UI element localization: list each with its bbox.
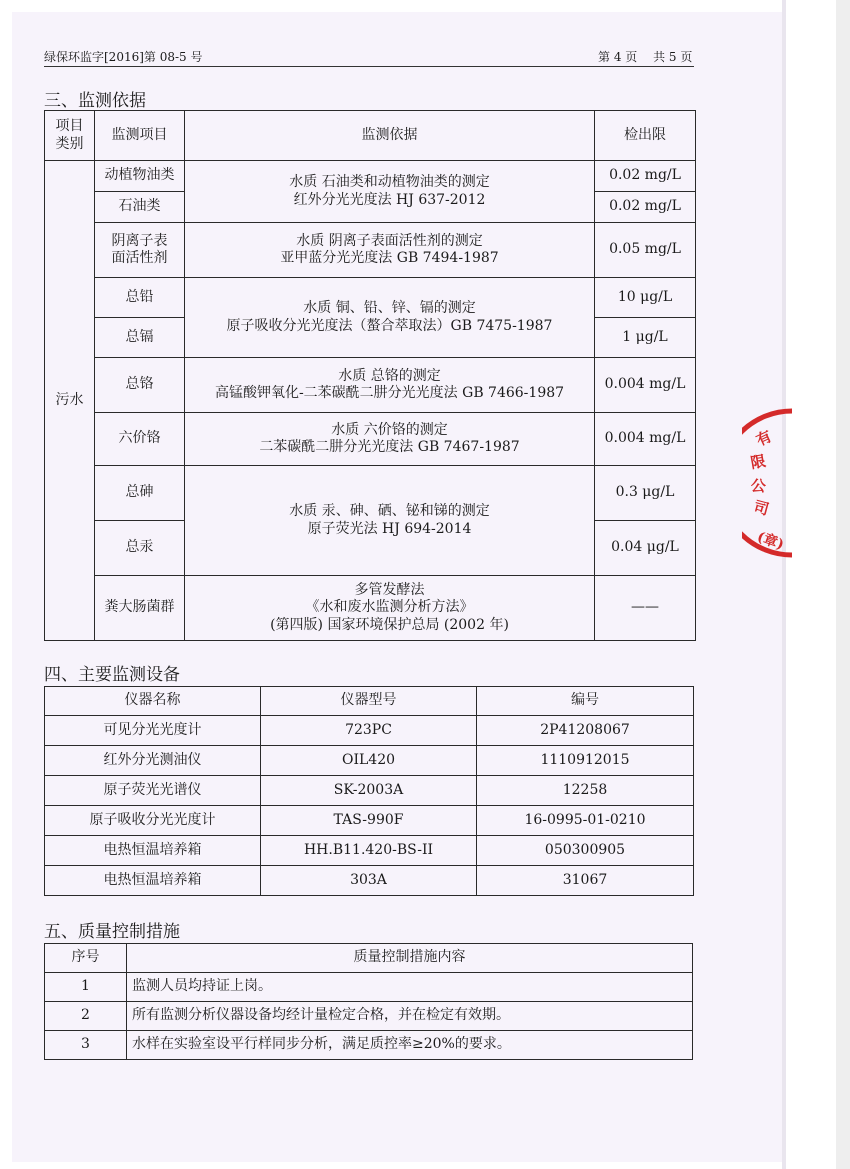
seal-text-char: (章)	[754, 529, 786, 554]
item-cell: 动植物油类	[95, 161, 185, 192]
seal-text-char: 限	[749, 451, 768, 473]
item-cell: 粪大肠菌群	[95, 576, 185, 641]
table-row	[45, 1002, 693, 1031]
table-row	[45, 223, 696, 278]
limit-cell: 0.04 μg/L	[595, 521, 696, 576]
table-row	[45, 716, 694, 746]
table-header-row	[45, 944, 693, 973]
document-number: 绿保环监字[2016]第 08-5 号	[44, 50, 203, 64]
serial-number: 12258	[477, 776, 694, 806]
table-row	[45, 358, 696, 413]
basis-cell: 水质 总铬的测定 高锰酸钾氧化-二苯碳酰二肼分光光度法 GB 7466-1987	[185, 358, 595, 413]
instrument-name: 原子荧光光谱仪	[45, 776, 261, 806]
item-cell: 总镉	[95, 318, 185, 358]
serial-number: 16-0995-01-0210	[477, 806, 694, 836]
monitoring-basis-table	[44, 110, 696, 641]
instrument-name: 原子吸收分光光度计	[45, 806, 261, 836]
limit-cell: ——	[595, 576, 696, 641]
serial-number: 31067	[477, 866, 694, 896]
table-row	[45, 1031, 693, 1060]
table-row	[45, 866, 694, 896]
table-row	[45, 413, 696, 466]
page-info: 第 4 页 共 5 页	[598, 50, 693, 64]
item-cell: 总铅	[95, 278, 185, 318]
instrument-model: SK-2003A	[261, 776, 477, 806]
header-sequence: 序号	[45, 944, 127, 973]
header-basis: 监测依据	[185, 111, 595, 161]
seal-text-char: 司	[751, 497, 771, 519]
section5-title: 五、质量控制措施	[44, 922, 180, 942]
limit-cell: 10 μg/L	[595, 278, 696, 318]
category-cell: 污水	[45, 161, 95, 641]
table-row	[45, 776, 694, 806]
sequence-number: 3	[45, 1031, 127, 1060]
table-header-row	[45, 111, 696, 161]
limit-cell: 0.004 mg/L	[595, 358, 696, 413]
instrument-model: OIL420	[261, 746, 477, 776]
serial-number: 050300905	[477, 836, 694, 866]
item-cell: 总汞	[95, 521, 185, 576]
basis-cell: 水质 六价铬的测定 二苯碳酰二肼分光光度法 GB 7467-1987	[185, 413, 595, 466]
item-cell: 石油类	[95, 192, 185, 223]
table-row	[45, 806, 694, 836]
section4-title: 四、主要监测设备	[44, 665, 180, 685]
seal-text-char: 公	[750, 476, 767, 496]
table-row	[45, 973, 693, 1002]
limit-cell: 0.02 mg/L	[595, 161, 696, 192]
item-cell: 总铬	[95, 358, 185, 413]
sequence-number: 2	[45, 1002, 127, 1031]
serial-number: 2P41208067	[477, 716, 694, 746]
header-category: 项目 类别	[45, 111, 95, 161]
header-serial-number: 编号	[477, 687, 694, 716]
limit-cell: 1 μg/L	[595, 318, 696, 358]
basis-cell: 水质 铜、铅、锌、镉的测定 原子吸收分光光度法（螯合萃取法）GB 7475-1987	[185, 278, 595, 358]
table-row	[45, 746, 694, 776]
section3-title: 三、监测依据	[44, 91, 146, 111]
basis-cell: 多管发酵法 《水和废水监测分析方法》 (第四版) 国家环境保护总局 (2002 年)	[185, 576, 595, 641]
table-row	[45, 836, 694, 866]
item-cell: 阴离子表 面活性剂	[95, 223, 185, 278]
basis-cell: 水质 石油类和动植物油类的测定 红外分光光度法 HJ 637-2012	[185, 161, 595, 223]
measure-text: 水样在实验室设平行样同步分析，满足质控率≥20%的要求。	[127, 1031, 693, 1060]
measure-text: 监测人员均持证上岗。	[127, 973, 693, 1002]
equipment-table	[44, 686, 694, 896]
table-header-row	[45, 687, 694, 716]
table-row	[45, 161, 696, 192]
table-row	[45, 466, 696, 521]
serial-number: 1110912015	[477, 746, 694, 776]
table-row	[45, 278, 696, 318]
instrument-model: HH.B11.420-BS-II	[261, 836, 477, 866]
instrument-name: 电热恒温培养箱	[45, 866, 261, 896]
header-instrument-name: 仪器名称	[45, 687, 261, 716]
item-cell: 六价铬	[95, 413, 185, 466]
instrument-name: 电热恒温培养箱	[45, 836, 261, 866]
header-limit: 检出限	[595, 111, 696, 161]
header-rule	[44, 66, 694, 67]
header-item: 监测项目	[95, 111, 185, 161]
measure-text: 所有监测分析仪器设备均经计量检定合格，并在检定有效期。	[127, 1002, 693, 1031]
instrument-model: TAS-990F	[261, 806, 477, 836]
instrument-name: 红外分光测油仪	[45, 746, 261, 776]
instrument-model: 303A	[261, 866, 477, 896]
limit-cell: 0.05 mg/L	[595, 223, 696, 278]
sequence-number: 1	[45, 973, 127, 1002]
header-instrument-model: 仪器型号	[261, 687, 477, 716]
table-row	[45, 576, 696, 641]
basis-cell: 水质 阴离子表面活性剂的测定 亚甲蓝分光光度法 GB 7494-1987	[185, 223, 595, 278]
scan-margin	[836, 0, 850, 1169]
basis-cell: 水质 汞、砷、硒、铋和锑的测定 原子荧光法 HJ 694-2014	[185, 466, 595, 576]
limit-cell: 0.004 mg/L	[595, 413, 696, 466]
header-measure: 质量控制措施内容	[127, 944, 693, 973]
limit-cell: 0.3 μg/L	[595, 466, 696, 521]
seal-text-char: 有	[753, 427, 775, 450]
instrument-name: 可见分光光度计	[45, 716, 261, 746]
instrument-model: 723PC	[261, 716, 477, 746]
item-cell: 总砷	[95, 466, 185, 521]
limit-cell: 0.02 mg/L	[595, 192, 696, 223]
quality-control-table	[44, 943, 693, 1060]
company-seal-stamp	[742, 405, 792, 560]
paper-edge	[782, 0, 786, 1169]
